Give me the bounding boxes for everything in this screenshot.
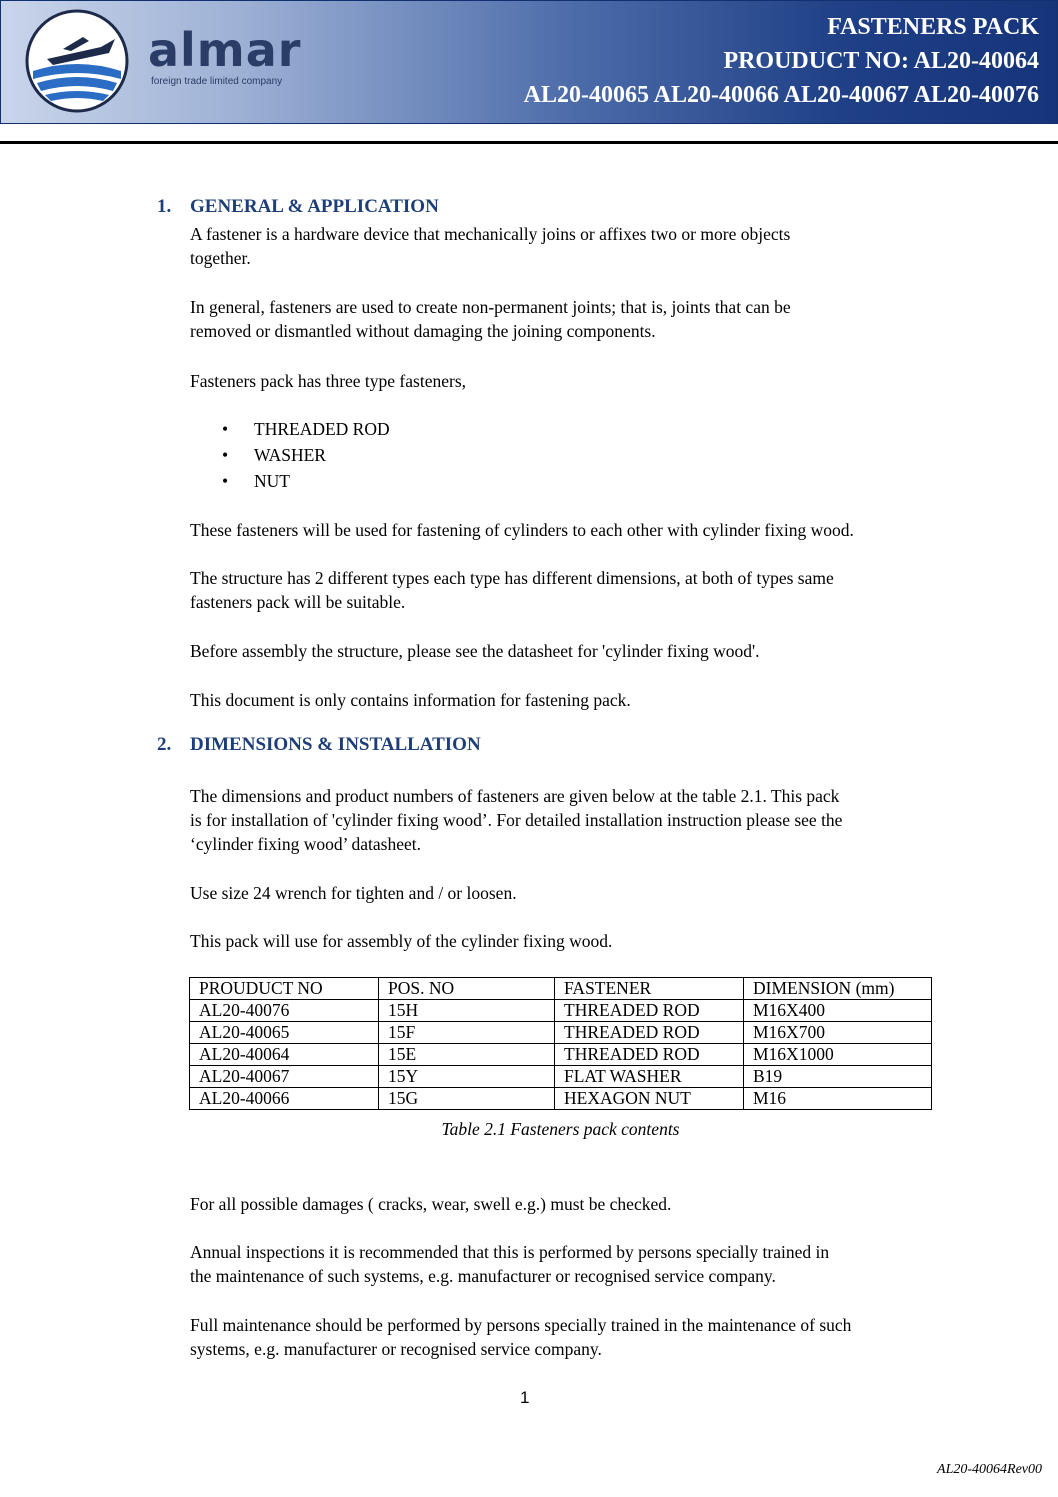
paragraph: ‘cylinder fixing wood’ datasheet.: [190, 834, 421, 854]
header-banner: [0, 0, 1058, 124]
paragraph: The structure has 2 different types each type has different dimensions, at both of types same: [190, 568, 834, 588]
table-cell: AL20-40066: [190, 1088, 379, 1110]
table-row: [190, 1044, 932, 1066]
section-title: DIMENSIONS & INSTALLATION: [190, 734, 481, 755]
header-rule: [0, 141, 1058, 144]
bullet-icon: •: [222, 471, 229, 491]
paragraph: Full maintenance should be performed by persons specially trained in the maintenance of such: [190, 1315, 852, 1335]
list-item: • THREADED ROD: [222, 419, 390, 439]
table-cell: M16X1000: [744, 1044, 932, 1066]
product-codes: AL20-40065 AL20-40066 AL20-40067 AL20-40076: [523, 82, 1039, 108]
table-header-row: [190, 978, 932, 1000]
document-reference: AL20-40064Rev00: [937, 1462, 1042, 1477]
paragraph: together.: [190, 248, 251, 268]
table-cell: FLAT WASHER: [555, 1066, 744, 1088]
bullet-icon: •: [222, 445, 229, 465]
document-title: FASTENERS PACK: [827, 14, 1039, 40]
table-caption: Table 2.1 Fasteners pack contents: [441, 1119, 680, 1139]
list-item: • NUT: [222, 471, 290, 491]
section-number: 2.: [157, 734, 172, 755]
paragraph: Before assembly the structure, please see the datasheet for 'cylinder fixing wood'.: [190, 641, 760, 661]
paragraph: is for installation of 'cylinder fixing wood’. For detailed installation instruction please see the: [190, 810, 843, 830]
table-row: [190, 1022, 932, 1044]
table-cell: THREADED ROD: [555, 1044, 744, 1066]
table-cell: AL20-40065: [190, 1022, 379, 1044]
table-cell: THREADED ROD: [555, 1000, 744, 1022]
table-cell: AL20-40064: [190, 1044, 379, 1066]
paragraph: Use size 24 wrench for tighten and / or loosen.: [190, 883, 517, 903]
paragraph: This pack will use for assembly of the cylinder fixing wood.: [190, 931, 613, 951]
product-number: PROUDUCT NO: AL20-40064: [723, 48, 1039, 74]
table-row: [190, 1066, 932, 1088]
table-cell: HEXAGON NUT: [555, 1088, 744, 1110]
paragraph: For all possible damages ( cracks, wear, swell e.g.) must be checked.: [190, 1194, 672, 1214]
section-title: GENERAL & APPLICATION: [190, 196, 439, 217]
table-cell: AL20-40067: [190, 1066, 379, 1088]
paragraph: In general, fasteners are used to create non-permanent joints; that is, joints that can be: [190, 297, 791, 317]
table-cell: M16X700: [744, 1022, 932, 1044]
table-row: [190, 1000, 932, 1022]
fasteners-table: [189, 977, 932, 1110]
table-cell: M16: [744, 1088, 932, 1110]
column-header: POS. NO: [379, 978, 555, 1000]
logo-wordmark: almar: [148, 23, 302, 77]
logo-tagline: foreign trade limited company: [151, 76, 283, 87]
table-cell: M16X400: [744, 1000, 932, 1022]
table-cell: 15G: [379, 1088, 555, 1110]
table-cell: AL20-40076: [190, 1000, 379, 1022]
column-header: FASTENER: [555, 978, 744, 1000]
page-number: 1: [520, 1388, 530, 1407]
paragraph: fasteners pack will be suitable.: [190, 592, 406, 612]
table-cell: B19: [744, 1066, 932, 1088]
table-cell: THREADED ROD: [555, 1022, 744, 1044]
list-item: • WASHER: [222, 445, 326, 465]
paragraph: Annual inspections it is recommended that this is performed by persons specially trained in: [190, 1242, 830, 1262]
column-header: DIMENSION (mm): [744, 978, 932, 1000]
table-cell: 15F: [379, 1022, 555, 1044]
section-1-heading: [157, 196, 439, 218]
section-2-heading: [157, 734, 481, 756]
table-cell: 15E: [379, 1044, 555, 1066]
paragraph: systems, e.g. manufacturer or recognised service company.: [190, 1339, 602, 1359]
bullet-icon: •: [222, 419, 229, 439]
column-header: PROUDUCT NO: [190, 978, 379, 1000]
paragraph: removed or dismantled without damaging the joining components.: [190, 321, 656, 341]
almar-logo-icon: [23, 9, 131, 113]
paragraph: The dimensions and product numbers of fasteners are given below at the table 2.1. This pack: [190, 786, 840, 806]
paragraph: A fastener is a hardware device that mechanically joins or affixes two or more objects: [190, 224, 791, 244]
paragraph: This document is only contains information for fastening pack.: [190, 690, 631, 710]
table-row: [190, 1088, 932, 1110]
paragraph: Fasteners pack has three type fasteners,: [190, 371, 467, 391]
paragraph: the maintenance of such systems, e.g. manufacturer or recognised service company.: [190, 1266, 776, 1286]
table-cell: 15H: [379, 1000, 555, 1022]
paragraph: These fasteners will be used for fastening of cylinders to each other with cylinder fixing wood.: [190, 520, 854, 540]
table-cell: 15Y: [379, 1066, 555, 1088]
section-number: 1.: [157, 196, 172, 217]
